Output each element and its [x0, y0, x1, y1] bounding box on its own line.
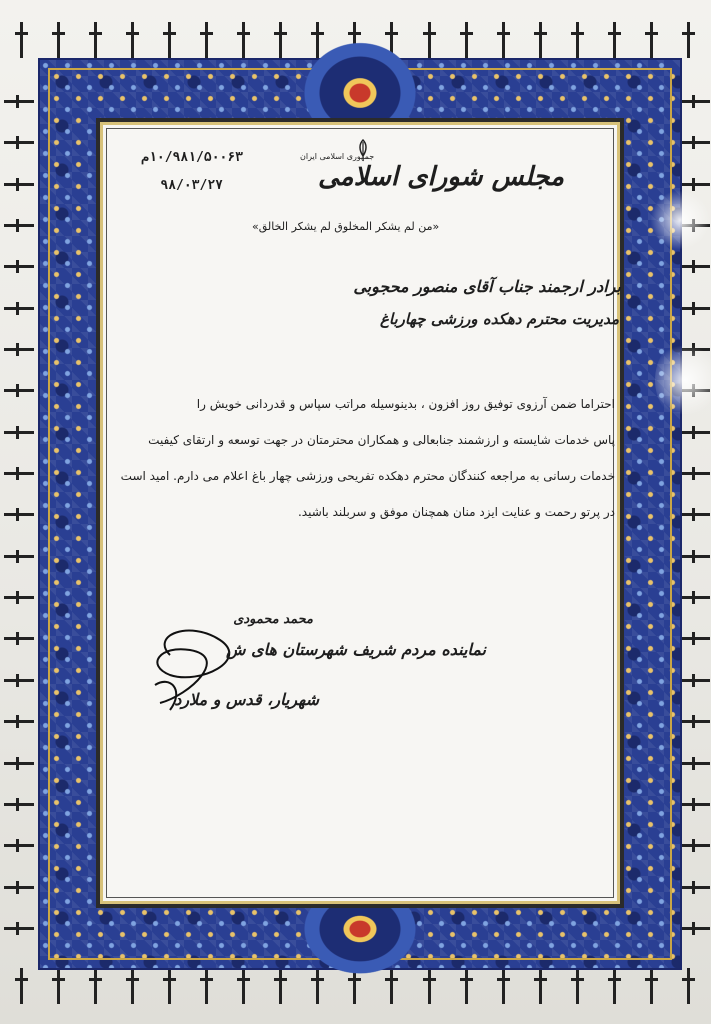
reference-date: ۹۸/۰۳/۲۷	[160, 178, 223, 193]
body-line: احتراما ضمن آرزوی توفیق روز افزون ، بدینوسیله مراتب سپاس و قدردانی خویش را	[196, 397, 615, 411]
signatory-title: نماینده مردم شریف شهرستان های ش	[225, 640, 486, 659]
left-finials	[4, 100, 34, 930]
glare-reflection	[655, 340, 711, 420]
parliament-logotype: مجلس شورای اسلامی	[318, 162, 565, 192]
glare-reflection	[650, 190, 710, 250]
parliament-subtitle: جمهوری اسلامی ایران	[300, 152, 375, 161]
recipient-name: برادر ارجمند جناب آقای منصور محجوبی	[353, 277, 621, 296]
body-line: در پرتو رحمت و عنایت ایزد منان همچنان موفق و سربلند باشید.	[297, 505, 615, 519]
signatory-constituency: شهریار، قدس و ملارد	[174, 690, 319, 709]
letter-body	[95, 386, 615, 530]
body-line: پاس خدمات شایسته و ارزشمند جنابعالی و همکاران محترمتان در جهت توسعه و ارتقای کیفیت	[148, 433, 615, 447]
reference-number: ۱۰/۹۸۱/۵۰۰۶۳م	[141, 150, 243, 165]
hadith-quote: «من لم یشکر المخلوق لم یشکر الخالق»	[252, 220, 440, 233]
recipient-title: مدیریت محترم دهکده ورزشی چهارباغ	[379, 310, 619, 328]
body-line: خدمات رسانی به مراجعه کنندگان محترم دهکده تفریحی ورزشی چهار باغ اعلام می دارم. امید است	[120, 469, 615, 483]
signatory-name: محمد محمودی	[233, 612, 313, 627]
